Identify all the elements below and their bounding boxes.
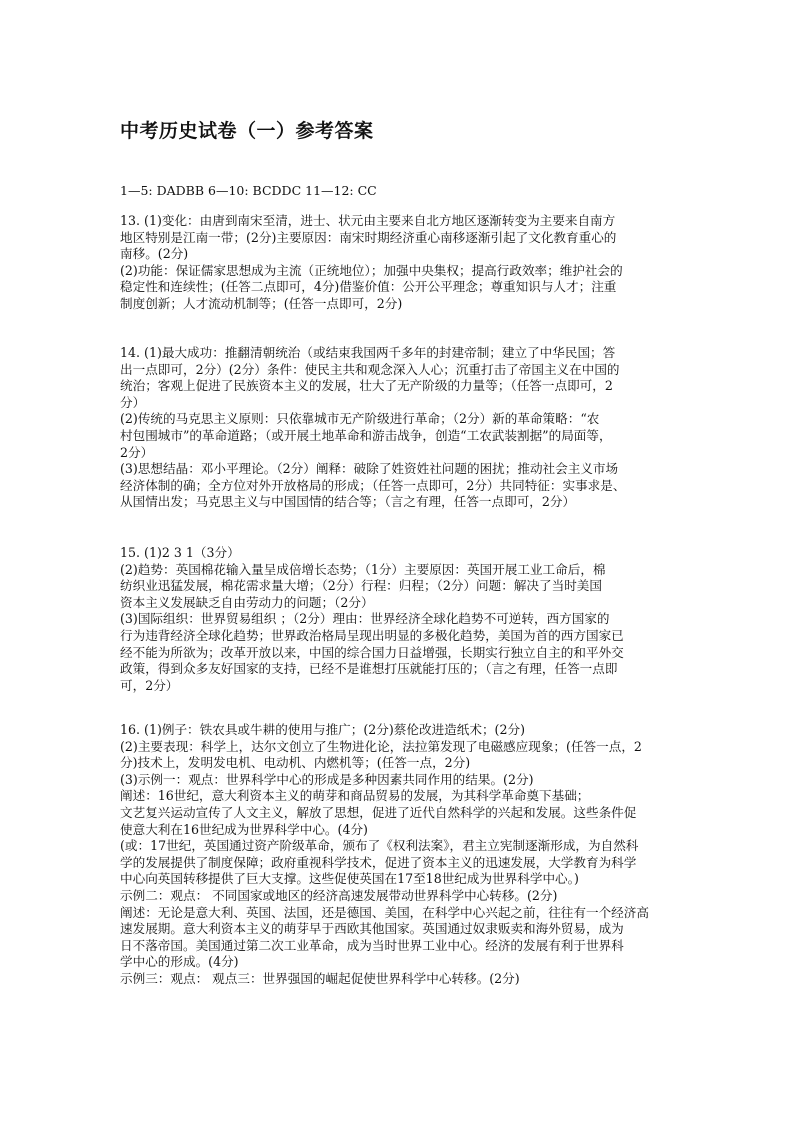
answer-line: 政策，得到众多友好国家的支持，已经不是谁想打压就能打压的；（言之有理，任答一点即 [120, 661, 618, 677]
answer-line: 经济体制的确；全方位对外开放格局的形成；（任答一点即可，2分）共同特征：实事求是、 [120, 477, 626, 493]
answer-line: 文艺复兴运动宣传了人文主义，解放了思想，促进了近代自然科学的兴起和发展。这些条件促 [120, 804, 637, 820]
answer-line: 日不落帝国。美国通过第二次工业革命，成为当时世界工业中心。经济的发展有利于世界科 [120, 937, 624, 953]
answer-line: (3)思想结晶：邓小平理论。（2分）阐释：破除了姓资姓社问题的困扰；推动社会主义市场 [120, 461, 619, 477]
answer-line: 行为违背经济全球化趋势；世界政治格局呈现出明显的多极化趋势，美国为首的西方国家已 [120, 627, 624, 643]
answer-line: 从国情出发；马克思主义与中国国情的结合等；（言之有理，任答一点即可，2分） [120, 494, 576, 510]
question-16-answer [120, 722, 680, 988]
answer-line: 村包围城市”的革命道路；（或开展土地革命和游击战争，创造“工农武装割据”的局面等， [120, 427, 612, 443]
answer-line: 16. (1)例子：铁农具或牛耕的使用与推广；(2分)蔡伦改进造纸术；(2分) [120, 722, 525, 737]
answer-line: 学中心的形成。(4分) [120, 954, 239, 970]
answer-line: 分)技术上，发明发电机、电动机、内燃机等；(任答一点，2分) [120, 755, 471, 771]
answer-line: 15. (1)2 3 1（3分） [120, 545, 240, 560]
answer-line: (2)主要表现：科学上，达尔文创立了生物进化论，法拉第发现了电磁感应现象；(任答一点，2 [120, 738, 642, 754]
answer-line: 制度创新；人才流动机制等；(任答一点即可，2分) [120, 295, 403, 311]
question-14-answer [120, 345, 680, 511]
answer-line: (或：17世纪，英国通过资产阶级革命，颁布了《权利法案》，君主立宪制逐渐形成，为自然科 [120, 838, 639, 854]
answer-line: 阐述：16世纪，意大利资本主义的萌芽和商品贸易的发展，为其科学革命奠下基础； [120, 788, 590, 804]
page-title: 中考历史试卷（一）参考答案 [120, 120, 374, 142]
answer-line: 分） [120, 394, 146, 410]
answer-line: 中心向英国转移提供了巨大支撑。这些促使英国在17至18世纪成为世界科学中心。) [120, 871, 579, 887]
question-13-answer [120, 213, 680, 313]
answer-line: 阐述：无论是意大利、英国、法国，还是德国、美国，在科学中心兴起之前，往往有一个经济高 [120, 904, 649, 920]
answer-line: 示例三：观点： 观点三：世界强国的崛起促使世界科学中心转移。(2分) [120, 970, 520, 986]
answer-line: (2)趋势：英国棉花输入量呈成倍增长态势；（1分）主要原因：英国开展工业工命后，棉 [120, 561, 606, 577]
answer-line: (2)功能：保证儒家思想成为主流（正统地位）；加强中央集权；提高行政效率；维护社会的 [120, 262, 623, 278]
answer-line: 南移。(2分) [120, 246, 189, 262]
answer-line: 2分） [120, 444, 154, 460]
answer-line: (3)国际组织：世界贸易组织 ；（2分）理由：世界经济全球化趋势不可逆转，西方国家的 [120, 611, 610, 627]
answer-line: (2)传统的马克思主义原则：只依靠城市无产阶级进行革命；（2分）新的革命策略：“农 [120, 411, 600, 427]
answer-line: 14. (1)最大成功：推翻清朝统治（或结束我国两千多年的封建帝制；建立了中华民国；答 [120, 345, 616, 360]
answer-line: 出一点即可，2分）(2分）条件：使民主共和观念深入人心；沉重打击了帝国主义在中国的 [120, 361, 620, 377]
answer-line: 学的发展提供了制度保障；政府重视科学技术，促进了资本主义的迅速发展，大学教育为科学 [120, 854, 637, 870]
answer-line: (3)示例一：观点：世界科学中心的形成是多种因素共同作用的结果。(2分) [120, 771, 534, 787]
answer-line: 资本主义发展缺乏自由劳动力的问题；（2分） [120, 594, 374, 610]
answer-line: 速发展期。意大利资本主义的萌芽早于西欧其他国家。英国通过奴隶贩卖和海外贸易，成为 [120, 921, 624, 937]
answer-line: 13. (1)变化：由唐到南宋至清，进士、状元由主要来自北方地区逐渐转变为主要来自南方 [120, 213, 616, 228]
choice-answers: 1—5: DADBB 6—10: BCDDC 11—12: CC [120, 183, 377, 198]
answer-line: 稳定性和连续性；(任答二点即可，4分)借鉴价值：公开公平理念；尊重知识与人才；注重 [120, 279, 617, 295]
answer-line: 示例二：观点： 不同国家或地区的经济高速发展带动世界科学中心转移。(2分) [120, 887, 558, 903]
answer-line: 地区特别是江南一带；(2分)主要原因：南宋时期经济重心南移逐渐引起了文化教育重心的 [120, 229, 617, 245]
answer-line: 经不能为所欲为；改革开放以来，中国的综合国力日益增强，长期实行独立自主的和平外交 [120, 644, 624, 660]
question-15-answer [120, 545, 680, 694]
answer-line: 使意大利在16世纪成为世界科学中心。(4分) [120, 821, 368, 837]
answer-line: 纺织业迅猛发展，棉花需求量大增；（2分）行程：归程；（2分）问题：解决了当时美国 [120, 578, 602, 594]
answer-line: 可，2分） [120, 677, 179, 693]
answer-line: 统治；客观上促进了民族资本主义的发展，壮大了无产阶级的力量等；（任答一点即可，2 [120, 378, 613, 394]
